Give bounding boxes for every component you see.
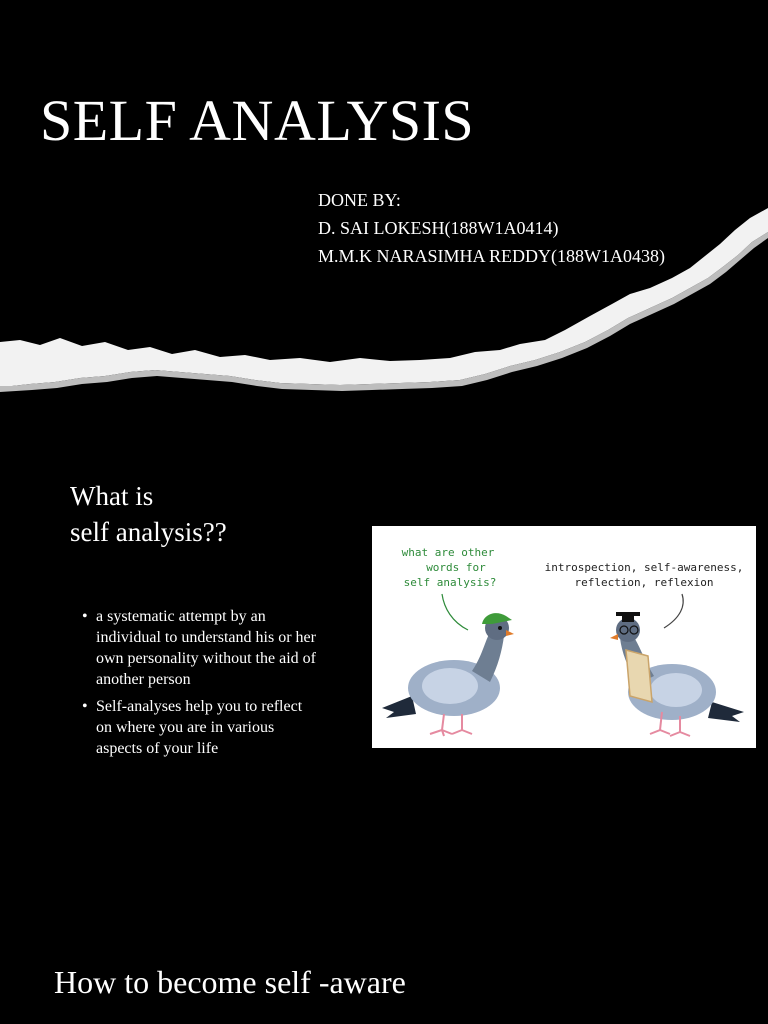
bullet-dot-icon: • — [82, 608, 88, 625]
done-by-label: DONE BY: — [318, 190, 401, 210]
author-2: M.M.K NARASIMHA REDDY(188W1A0438) — [318, 246, 666, 266]
left-speech-line-1: what are other — [401, 546, 495, 559]
right-pointer-line — [664, 594, 683, 628]
bullet-list — [80, 606, 320, 765]
slide-title: SELF ANALYSIS — [40, 88, 475, 153]
left-speech-line-2: words for — [426, 561, 486, 574]
author-1: D. SAI LOKESH(188W1A0414) — [318, 218, 559, 238]
bottom-heading: How to become self -aware — [54, 964, 406, 1000]
torn-paper-strip — [0, 200, 768, 400]
bullet-text: Self-analyses help you to reflect on where you are in various aspects of your life — [96, 698, 303, 757]
left-pointer-line — [442, 594, 468, 630]
left-pigeon-icon — [382, 613, 514, 736]
bullet-item — [80, 696, 320, 759]
bullet-text: a systematic attempt by an individual to understand his or her own personality without the aid of another person — [96, 608, 316, 688]
bullet-dot-icon: • — [82, 698, 88, 715]
section-heading-line-1: What is — [70, 481, 154, 511]
right-speech-line-1: introspection, self-awareness, — [544, 561, 744, 574]
pigeon-comic-svg — [372, 526, 756, 748]
right-speech-line-2: reflection, reflexion — [574, 576, 714, 589]
section-heading-line-2: self analysis?? — [70, 517, 227, 547]
section-heading — [70, 478, 227, 550]
left-speech-line-3: self analysis? — [403, 576, 497, 589]
bullet-item — [80, 606, 320, 690]
right-pigeon-icon — [610, 612, 744, 736]
pigeon-comic-figure — [372, 526, 756, 748]
